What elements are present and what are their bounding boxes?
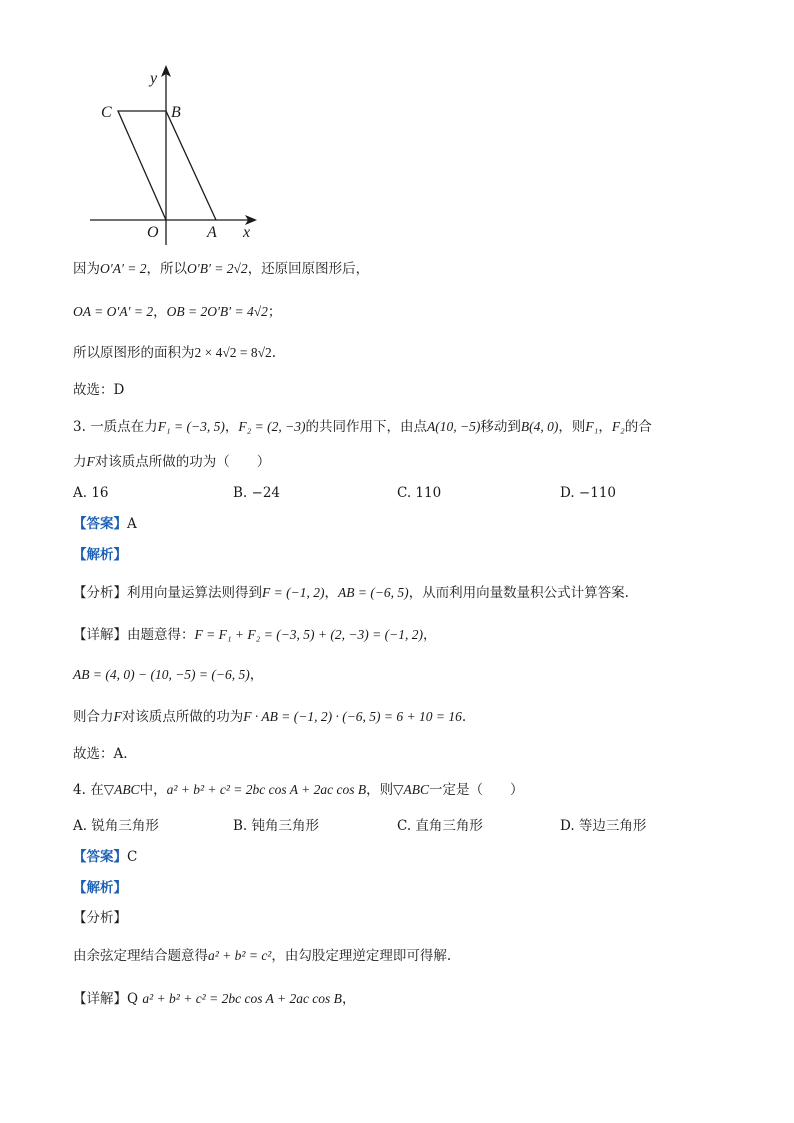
sol2-line2 — [73, 302, 281, 322]
q3-option-a[interactable]: A. 16 — [73, 485, 109, 501]
text: 力 — [73, 454, 87, 470]
q4-jiexi: 【解析】 — [73, 880, 127, 896]
q3-xiangjie-line1 — [73, 625, 436, 645]
q3-xiangjie-line2 — [73, 665, 263, 685]
q3-fenxi — [73, 583, 629, 603]
text: 的共同作用下，由点 — [305, 419, 427, 435]
fenxi-tag: 【分析】 — [73, 585, 127, 601]
text: ， — [422, 627, 437, 643]
xiangjie-tag: 【详解】 — [73, 627, 127, 643]
text: . — [271, 345, 277, 361]
text: 因为 — [73, 261, 100, 277]
text: 则合力 — [73, 709, 114, 725]
text: ， — [598, 419, 612, 435]
text: ，则 — [366, 782, 394, 798]
text: ，所以 — [146, 261, 188, 277]
text: ， — [341, 991, 356, 1007]
label-x: x — [243, 224, 251, 241]
math: O′A′ = 2 — [100, 261, 147, 276]
math: AB = (4, 0) − (10, −5) = (−6, 5) — [73, 667, 250, 682]
math: OB = 2O′B′ = 4√2 — [166, 304, 268, 319]
label-o: O — [147, 224, 159, 241]
math: F · AB = (−1, 2) · (−6, 5) = 6 + 10 = 16 — [243, 709, 462, 724]
q3-option-b[interactable]: B. −24 — [233, 485, 280, 501]
answer-tag: 【答案】 — [73, 849, 127, 865]
because-symbol: Q — [127, 991, 139, 1007]
math: F — [86, 454, 95, 469]
q3-option-c[interactable]: C. 110 — [397, 485, 442, 501]
math: B(4, 0) — [520, 419, 559, 434]
text: ，则 — [558, 419, 586, 435]
q3-stem-line1 — [73, 417, 652, 437]
question-number: 4. — [73, 782, 86, 798]
text: 利用向量运算法则得到 — [127, 585, 262, 601]
q4-option-c[interactable]: C. 直角三角形 — [397, 818, 483, 834]
q4-answer — [73, 847, 137, 867]
text: 的合 — [624, 419, 652, 435]
q4-option-a[interactable]: A. 锐角三角形 — [73, 818, 159, 834]
text: ，从而利用向量数量积公式计算答案. — [408, 585, 629, 601]
text: 对该质点所做的功为 — [121, 709, 244, 725]
text: . — [461, 709, 467, 725]
text: ， — [249, 667, 264, 683]
q3-xiangjie-line3 — [73, 707, 466, 727]
math: F — [113, 709, 122, 724]
math: F₂ = (2, −3) — [238, 419, 306, 434]
math: F₁ — [585, 419, 599, 434]
label-b: B — [171, 104, 181, 121]
text: ， — [153, 304, 167, 320]
text: 一定是（ ） — [429, 782, 524, 798]
text: 对该质点所做的功为（ ） — [94, 454, 271, 470]
math: AB = (−6, 5) — [337, 585, 409, 600]
text: 由余弦定理结合题意得 — [73, 948, 208, 964]
text: 由题意得： — [127, 627, 195, 643]
label-c: C — [101, 104, 112, 121]
math: A(10, −5) — [427, 419, 481, 434]
answer-value: C — [127, 849, 138, 865]
q3-stem-line2 — [73, 452, 270, 472]
parallelogram-shape — [118, 111, 216, 220]
text: 所以原图形的面积为 — [73, 345, 195, 361]
math: F = (−1, 2) — [262, 585, 325, 600]
math: a² + b² + c² = 2bc cos A + 2ac cos B — [142, 991, 342, 1006]
text: ，还原回原图形后， — [247, 261, 370, 277]
q4-option-b[interactable]: B. 钝角三角形 — [233, 818, 320, 834]
xiangjie-tag: 【详解】 — [73, 991, 127, 1007]
math: a² + b² + c² = 2bc cos A + 2ac cos B — [166, 782, 367, 797]
math: ▽ABC — [393, 782, 430, 797]
math: a² + b² = c² — [208, 948, 272, 963]
parallelogram-figure — [85, 65, 285, 250]
text: 移动到 — [480, 419, 521, 435]
math: O′B′ = 2√2 — [187, 261, 248, 276]
text: 在 — [90, 782, 104, 798]
q4-xiangjie — [73, 989, 355, 1009]
label-a: A — [207, 224, 217, 241]
math: F₁ = (−3, 5) — [157, 419, 225, 434]
math: 2 × 4√2 = 8√2 — [194, 345, 272, 360]
q4-stem — [73, 780, 524, 800]
sol2-line1 — [73, 259, 369, 279]
answer-value: A — [127, 516, 137, 532]
q3-option-d[interactable]: D. −110 — [560, 485, 617, 501]
math: F₂ — [611, 419, 625, 434]
text: ； — [267, 304, 282, 320]
sol2-answer: 故选：D — [73, 382, 125, 398]
q4-fenxi-tag: 【分析】 — [73, 910, 127, 926]
text: ，由勾股定理逆定理即可得解. — [271, 948, 452, 964]
math: ▽ABC — [103, 782, 140, 797]
text: 一质点在力 — [90, 419, 158, 435]
q3-jiexi: 【解析】 — [73, 547, 127, 563]
text: 中， — [139, 782, 167, 798]
text: ， — [324, 585, 338, 601]
math: OA = O′A′ = 2 — [73, 304, 154, 319]
q3-final-answer: 故选：A. — [73, 746, 128, 762]
q3-answer — [73, 514, 137, 534]
q4-option-d[interactable]: D. 等边三角形 — [560, 818, 647, 834]
label-y: y — [150, 70, 158, 87]
math: F = F₁ + F₂ = (−3, 5) + (2, −3) = (−1, 2) — [194, 627, 423, 642]
q4-fenxi-text — [73, 946, 451, 966]
text: ， — [224, 419, 239, 435]
question-number: 3. — [73, 419, 86, 435]
sol2-line3 — [73, 343, 276, 363]
answer-tag: 【答案】 — [73, 516, 127, 532]
